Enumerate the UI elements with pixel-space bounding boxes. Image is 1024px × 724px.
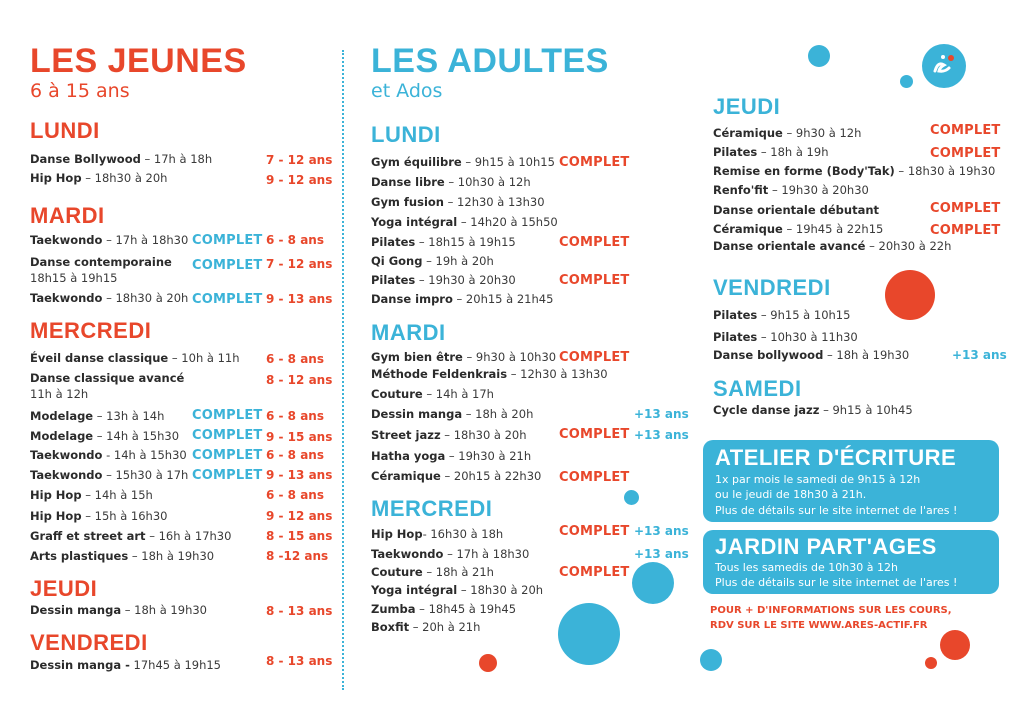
age-tag: +13 ans — [634, 524, 689, 538]
age-tag: +13 ans — [952, 348, 1007, 362]
list-item: Danse classique avancé — [30, 371, 185, 385]
list-item: Couture – 18h à 21h — [371, 565, 494, 579]
status-badge: COMPLET — [559, 565, 630, 580]
jardin-title: JARDIN PART'AGES — [715, 534, 937, 559]
status-badge: COMPLET — [930, 146, 1001, 161]
list-item: Pilates – 18h à 19h — [713, 145, 829, 159]
column-divider — [342, 50, 344, 690]
list-item: Taekwondo - 14h à 15h30 — [30, 448, 187, 462]
jeunes-day-mardi: MARDI — [30, 203, 105, 228]
age-tag: 7 - 12 ans — [266, 257, 333, 271]
age-tag: 9 - 13 ans — [266, 292, 333, 306]
adultes-title: LES ADULTES — [371, 42, 609, 80]
adultes-day-lundi: LUNDI — [371, 122, 441, 147]
list-item: Céramique – 20h15 à 22h30 — [371, 469, 542, 483]
list-item: Couture – 14h à 17h — [371, 387, 494, 401]
jeunes-day-vendredi: VENDREDI — [30, 630, 148, 655]
list-item: Zumba – 18h45 à 19h45 — [371, 602, 517, 616]
status-badge: COMPLET — [192, 468, 263, 483]
list-item: Hatha yoga – 19h30 à 21h — [371, 449, 532, 463]
list-item: Graff et street art – 16h à 17h30 — [30, 529, 232, 543]
right-day-samedi: SAMEDI — [713, 376, 802, 401]
list-item: Gym équilibre – 9h15 à 10h15 — [371, 155, 555, 169]
status-badge: COMPLET — [930, 201, 1001, 216]
list-item: Renfo'fit – 19h30 à 20h30 — [713, 183, 869, 197]
list-item: Dessin manga – 18h à 20h — [371, 407, 534, 421]
jardin-partages-box — [703, 530, 999, 594]
decor-dot — [885, 270, 935, 320]
list-item: Taekwondo – 18h30 à 20h — [30, 291, 189, 305]
list-item: Dessin manga – 18h à 19h30 — [30, 603, 207, 617]
status-badge: COMPLET — [192, 428, 263, 443]
age-tag: 9 - 13 ans — [266, 468, 333, 482]
decor-dot — [925, 657, 937, 669]
decor-dot — [632, 562, 674, 604]
list-item: Céramique – 19h45 à 22h15 — [713, 222, 884, 236]
status-badge: COMPLET — [559, 273, 630, 288]
list-item: Taekwondo – 17h à 18h30 — [30, 233, 189, 247]
list-item: Danse orientale débutant — [713, 203, 880, 217]
age-tag: 9 - 15 ans — [266, 430, 333, 444]
list-item: Pilates – 19h30 à 20h30 — [371, 273, 516, 287]
list-item: Hip Hop – 18h30 à 20h — [30, 171, 168, 185]
status-badge: COMPLET — [192, 448, 263, 463]
decor-dot — [558, 603, 620, 665]
status-badge: COMPLET — [559, 155, 630, 170]
age-tag: 6 - 8 ans — [266, 233, 324, 247]
jeunes-title: LES JEUNES — [30, 42, 247, 80]
decor-dot — [940, 630, 970, 660]
list-item: Taekwondo – 15h30 à 17h — [30, 468, 189, 482]
list-item-time: 11h à 12h — [30, 387, 89, 401]
status-badge: COMPLET — [559, 350, 630, 365]
list-item: Arts plastiques – 18h à 19h30 — [30, 549, 215, 563]
decor-dot — [700, 649, 722, 671]
atelier-title: ATELIER D'ÉCRITURE — [715, 445, 957, 470]
decor-dot — [900, 75, 913, 88]
jardin-line: Plus de détails sur le site internet de l'ares ! — [715, 576, 958, 589]
list-item: Pilates – 18h15 à 19h15 — [371, 235, 516, 249]
age-tag: 8 - 12 ans — [266, 373, 333, 387]
list-item: Hip Hop – 14h à 15h — [30, 488, 153, 502]
list-item-time: 18h15 à 19h15 — [30, 271, 118, 285]
list-item: Modelage – 13h à 14h — [30, 409, 165, 423]
list-item: Hip Hop- 16h30 à 18h — [371, 527, 504, 541]
jeunes-subtitle: 6 à 15 ans — [30, 80, 130, 102]
age-tag: 6 - 8 ans — [266, 488, 324, 502]
decor-dot — [808, 45, 830, 67]
list-item: Danse impro – 20h15 à 21h45 — [371, 292, 554, 306]
list-item: Danse bollywood – 18h à 19h30 — [713, 348, 910, 362]
decor-dot — [624, 490, 639, 505]
list-item: Dessin manga - 17h45 à 19h15 — [30, 658, 221, 672]
status-badge: COMPLET — [192, 292, 263, 307]
right-day-vendredi: VENDREDI — [713, 275, 831, 300]
list-item: Méthode Feldenkrais – 12h30 à 13h30 — [371, 367, 608, 381]
right-day-jeudi: JEUDI — [713, 94, 781, 119]
jeunes-day-mercredi: MERCREDI — [30, 318, 152, 343]
list-item: Danse libre – 10h30 à 12h — [371, 175, 531, 189]
list-item: Danse Bollywood – 17h à 18h — [30, 152, 213, 166]
ares-logo-icon — [922, 44, 966, 88]
list-item: Danse contemporaine — [30, 255, 172, 269]
status-badge: COMPLET — [192, 233, 263, 248]
atelier-ecriture-box — [703, 440, 999, 522]
list-item: Remise en forme (Body'Tak) – 18h30 à 19h30 — [713, 164, 996, 178]
age-tag: 6 - 8 ans — [266, 352, 324, 366]
status-badge: COMPLET — [559, 427, 630, 442]
list-item: Pilates – 10h30 à 11h30 — [713, 330, 858, 344]
list-item: Yoga intégral – 14h20 à 15h50 — [371, 215, 558, 229]
list-item: Modelage – 14h à 15h30 — [30, 429, 180, 443]
age-tag: 9 - 12 ans — [266, 509, 333, 523]
status-badge: COMPLET — [559, 235, 630, 250]
info-link[interactable]: RDV SUR LE SITE WWW.ARES-ACTIF.FR — [710, 620, 928, 631]
status-badge: COMPLET — [559, 524, 630, 539]
atelier-line: Plus de détails sur le site internet de l'ares ! — [715, 504, 958, 517]
list-item: Éveil danse classique – 10h à 11h — [30, 351, 240, 365]
jeunes-day-lundi: LUNDI — [30, 118, 100, 143]
list-item: Taekwondo – 17h à 18h30 — [371, 547, 530, 561]
atelier-line: 1x par mois le samedi de 9h15 à 12h — [715, 473, 921, 486]
adultes-subtitle: et Ados — [371, 80, 443, 102]
list-item: Céramique – 9h30 à 12h — [713, 126, 862, 140]
list-item: Yoga intégral – 18h30 à 20h — [371, 583, 544, 597]
info-line: POUR + D'INFORMATIONS SUR LES COURS, — [710, 605, 952, 616]
jardin-line: Tous les samedis de 10h30 à 12h — [715, 561, 898, 574]
age-tag: 6 - 8 ans — [266, 409, 324, 423]
list-item: Qi Gong – 19h à 20h — [371, 254, 494, 268]
list-item: Cycle danse jazz – 9h15 à 10h45 — [713, 403, 913, 417]
age-tag: 6 - 8 ans — [266, 448, 324, 462]
list-item: Street jazz – 18h30 à 20h — [371, 428, 527, 442]
age-tag: +13 ans — [634, 428, 689, 442]
age-tag: 8 - 13 ans — [266, 604, 333, 618]
age-tag: 8 - 15 ans — [266, 529, 333, 543]
status-badge: COMPLET — [192, 258, 263, 273]
age-tag: 8 -12 ans — [266, 549, 329, 563]
adultes-day-mardi: MARDI — [371, 320, 446, 345]
list-item: Gym bien être – 9h30 à 10h30 — [371, 350, 557, 364]
age-tag: 8 - 13 ans — [266, 654, 333, 668]
atelier-line: ou le jeudi de 18h30 à 21h. — [715, 488, 867, 501]
list-item: Pilates – 9h15 à 10h15 — [713, 308, 851, 322]
age-tag: +13 ans — [634, 547, 689, 561]
status-badge: COMPLET — [930, 223, 1001, 238]
age-tag: 7 - 12 ans — [266, 153, 333, 167]
list-item: Boxfit – 20h à 21h — [371, 620, 481, 634]
age-tag: 9 - 12 ans — [266, 173, 333, 187]
list-item: Hip Hop – 15h à 16h30 — [30, 509, 168, 523]
jeunes-day-jeudi: JEUDI — [30, 576, 98, 601]
list-item: Gym fusion – 12h30 à 13h30 — [371, 195, 545, 209]
status-badge: COMPLET — [192, 408, 263, 423]
age-tag: +13 ans — [634, 407, 689, 421]
list-item: Danse orientale avancé – 20h30 à 22h — [713, 239, 952, 253]
adultes-day-mercredi: MERCREDI — [371, 496, 493, 521]
decor-dot — [479, 654, 497, 672]
status-badge: COMPLET — [930, 123, 1001, 138]
status-badge: COMPLET — [559, 470, 630, 485]
